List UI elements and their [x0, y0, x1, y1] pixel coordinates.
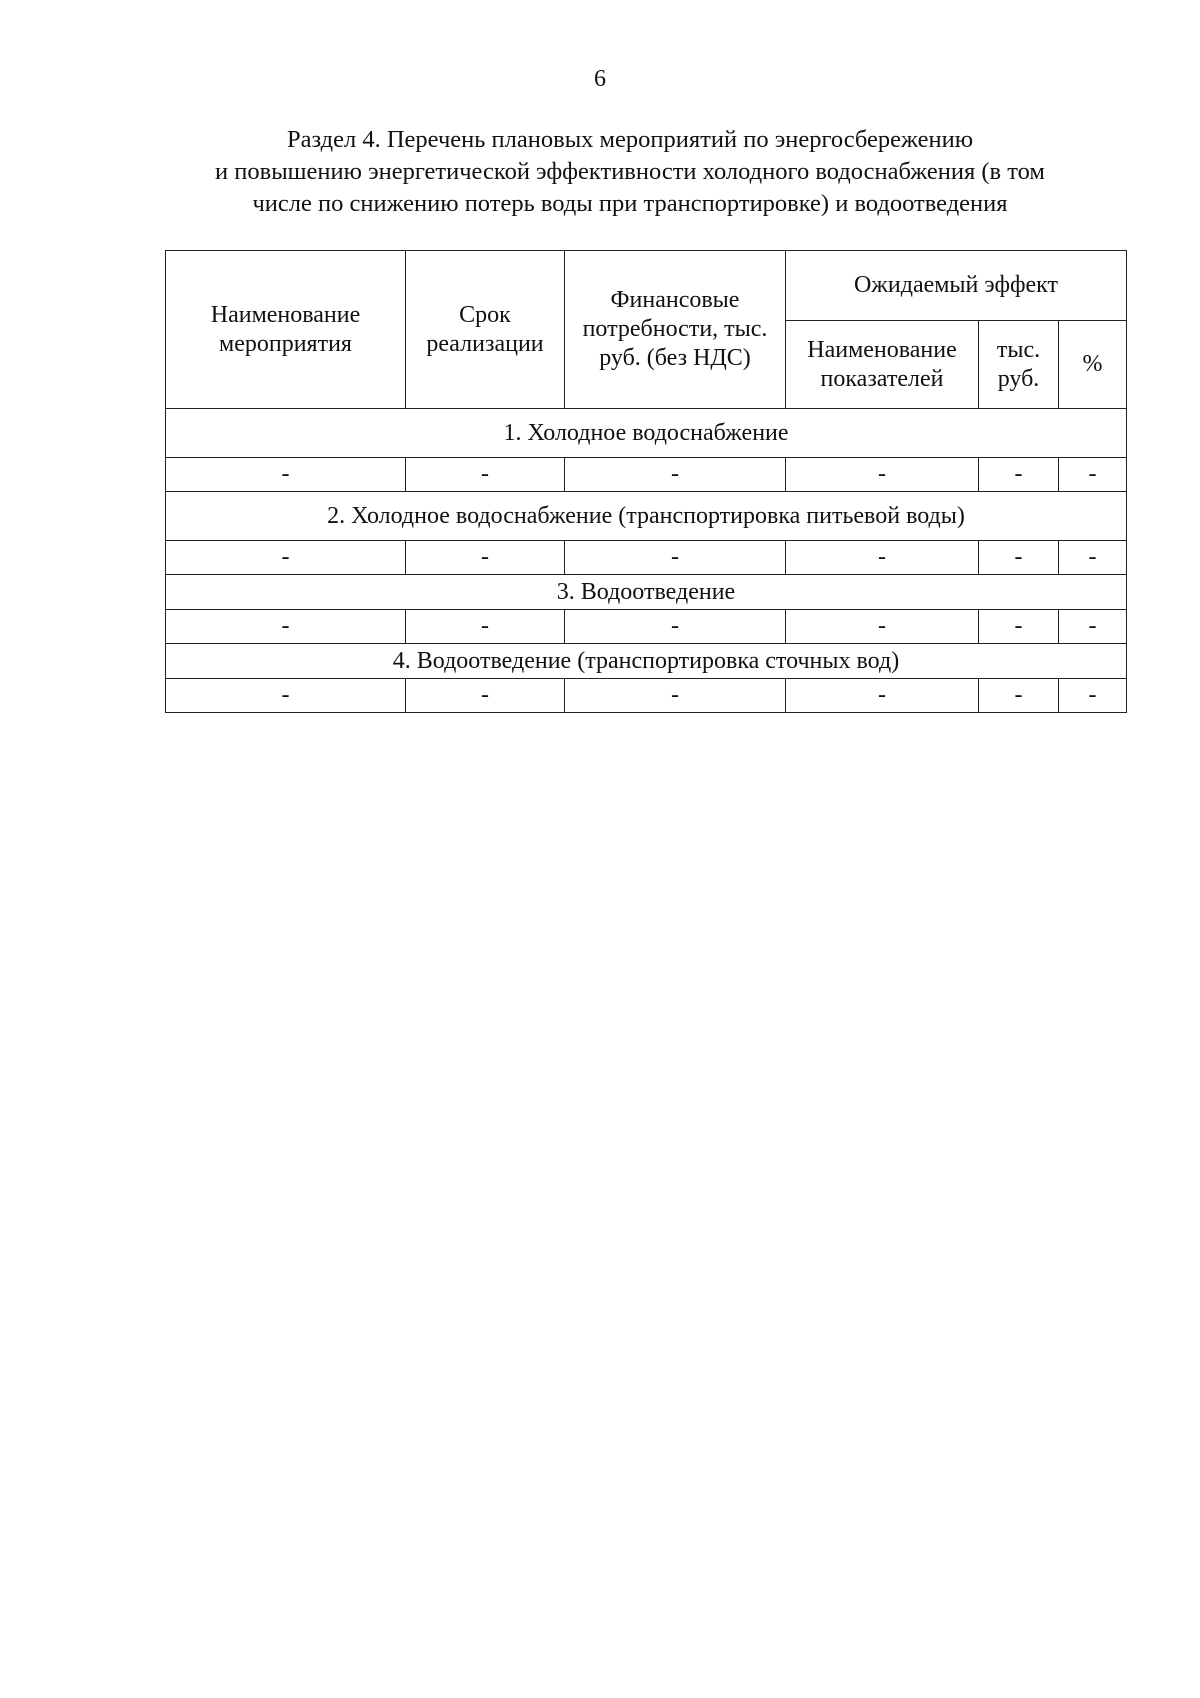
header-effect: Ожидаемый эффект — [786, 251, 1127, 321]
section-row — [166, 492, 1127, 541]
section-title-cell: 1. Холодное водоснабжение — [166, 409, 1127, 458]
title-line: и повышению энергетической эффективности холодного водоснабжения (в том — [215, 158, 1045, 185]
cell-percent: - — [1059, 541, 1127, 575]
cell-name: - — [166, 541, 406, 575]
table-header-row — [166, 251, 1127, 321]
title-line: числе по снижению потерь воды при транспортировке) и водоотведения — [252, 190, 1008, 217]
section-title-cell: 4. Водоотведение (транспортировка сточных вод) — [166, 644, 1127, 679]
cell-finance: - — [565, 610, 786, 644]
header-thousand-rub: тыс. руб. — [979, 321, 1059, 409]
cell-name: - — [166, 610, 406, 644]
cell-finance: - — [565, 541, 786, 575]
cell-percent: - — [1059, 610, 1127, 644]
cell-indicators: - — [786, 679, 979, 713]
cell-term: - — [406, 679, 565, 713]
cell-thousand-rub: - — [979, 541, 1059, 575]
section-row — [166, 644, 1127, 679]
cell-percent: - — [1059, 679, 1127, 713]
cell-thousand-rub: - — [979, 610, 1059, 644]
header-finance: Финансовые потребности, тыс. руб. (без НДС) — [565, 251, 786, 409]
header-percent: % — [1059, 321, 1127, 409]
section-title — [140, 124, 1120, 220]
cell-name: - — [166, 679, 406, 713]
section-row — [166, 575, 1127, 610]
cell-indicators: - — [786, 458, 979, 492]
cell-percent: - — [1059, 458, 1127, 492]
cell-thousand-rub: - — [979, 458, 1059, 492]
table-row — [166, 541, 1127, 575]
cell-term: - — [406, 541, 565, 575]
header-term: Срок реализации — [406, 251, 565, 409]
cell-indicators: - — [786, 541, 979, 575]
section-title-cell: 2. Холодное водоснабжение (транспортировка питьевой воды) — [166, 492, 1127, 541]
section-title-cell: 3. Водоотведение — [166, 575, 1127, 610]
table-row — [166, 610, 1127, 644]
title-line: Раздел 4. Перечень плановых мероприятий по энергосбережению — [286, 126, 974, 153]
header-name: Наименование мероприятия — [166, 251, 406, 409]
measures-table — [165, 250, 1127, 713]
header-indicators: Наименование показателей — [786, 321, 979, 409]
cell-finance: - — [565, 458, 786, 492]
cell-name: - — [166, 458, 406, 492]
section-row — [166, 409, 1127, 458]
page-number: 6 — [594, 66, 606, 92]
cell-term: - — [406, 610, 565, 644]
cell-term: - — [406, 458, 565, 492]
table-row — [166, 679, 1127, 713]
table-row — [166, 458, 1127, 492]
cell-thousand-rub: - — [979, 679, 1059, 713]
cell-finance: - — [565, 679, 786, 713]
cell-indicators: - — [786, 610, 979, 644]
